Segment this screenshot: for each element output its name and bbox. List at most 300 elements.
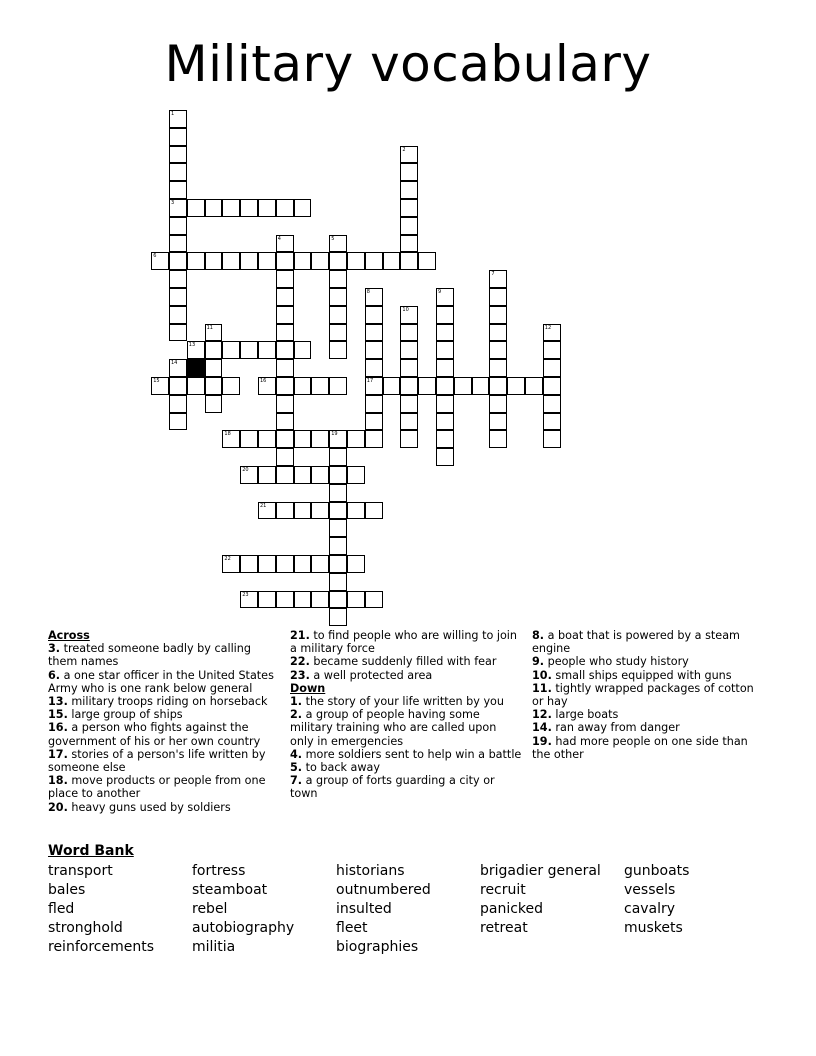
clue-number: 11: [206, 324, 213, 331]
grid-cell[interactable]: [436, 288, 454, 306]
grid-cell[interactable]: [294, 199, 312, 217]
clue-number: 17: [366, 378, 374, 384]
clue-number: 21: [260, 502, 267, 509]
clue-number: 15: [153, 378, 160, 384]
clue-number: 10.: [532, 668, 552, 682]
grid-cell[interactable]: [294, 377, 312, 395]
grid-cell[interactable]: [436, 306, 454, 324]
clue-item: [532, 682, 764, 708]
grid-cell[interactable]: [436, 359, 454, 377]
grid-cell[interactable]: [169, 413, 187, 431]
grid-cell[interactable]: [436, 448, 454, 466]
grid-cell[interactable]: [489, 324, 507, 342]
grid-cell[interactable]: [240, 199, 258, 217]
grid-cell[interactable]: [329, 377, 347, 395]
clue-number: 5.: [290, 761, 303, 775]
word-bank-column: [624, 862, 764, 938]
clue-text: to back away: [302, 761, 381, 775]
grid-cell[interactable]: [543, 430, 561, 448]
clue-number: 6: [153, 253, 157, 260]
grid-cell[interactable]: [169, 181, 187, 199]
grid-cell[interactable]: [276, 252, 294, 270]
grid-cell[interactable]: [365, 252, 383, 270]
clue-item: [290, 774, 522, 800]
word-bank-column: [336, 862, 476, 957]
grid-cell[interactable]: [258, 502, 276, 520]
clue-text: tightly wrapped packages of cotton or hay: [532, 681, 754, 709]
grid-cell[interactable]: [365, 395, 383, 413]
grid-cell[interactable]: [418, 377, 436, 395]
grid-cell[interactable]: [169, 110, 187, 128]
grid-cell[interactable]: [329, 591, 347, 609]
grid-cell[interactable]: [329, 573, 347, 591]
word-bank-word: bales: [48, 882, 86, 898]
grid-cell[interactable]: [169, 270, 187, 288]
clue-number: 6.: [48, 668, 61, 682]
grid-cell[interactable]: [276, 591, 294, 609]
clue-text: heavy guns used by soldiers: [67, 800, 231, 814]
grid-cell[interactable]: [205, 395, 223, 413]
clue-item: [48, 748, 280, 774]
clue-number: 5: [331, 235, 335, 242]
grid-cell[interactable]: [258, 466, 276, 484]
grid-cell[interactable]: [276, 341, 294, 359]
word-bank-word: outnumbered: [336, 882, 431, 898]
grid-cell[interactable]: [400, 430, 418, 448]
grid-cell[interactable]: [258, 341, 276, 359]
clue-text: the story of your life written by you: [302, 695, 504, 709]
grid-cell[interactable]: [400, 163, 418, 181]
grid-cell[interactable]: [205, 252, 223, 270]
word-bank-column: [48, 862, 188, 957]
clue-column-3: [532, 629, 764, 761]
grid-cell[interactable]: [347, 430, 365, 448]
grid-cell[interactable]: [205, 359, 223, 377]
grid-cell[interactable]: [489, 395, 507, 413]
grid-cell[interactable]: [329, 484, 347, 502]
clue-number: 12.: [532, 708, 552, 722]
clue-number: 18.: [48, 774, 68, 788]
grid-cell[interactable]: [543, 377, 561, 395]
grid-cell[interactable]: [489, 341, 507, 359]
clue-item: [290, 655, 522, 668]
clue-item: [532, 735, 764, 761]
clue-text: a person who fights against the government of his or her own country: [48, 721, 261, 748]
clue-item: [290, 748, 522, 761]
grid-cell[interactable]: [400, 324, 418, 342]
grid-cell[interactable]: [329, 430, 347, 448]
word-bank-word: reinforcements: [48, 939, 154, 955]
grid-cell[interactable]: [276, 270, 294, 288]
grid-cell[interactable]: [329, 537, 347, 555]
clue-item: [290, 629, 522, 655]
word-bank-word: militia: [192, 939, 236, 955]
grid-cell[interactable]: [365, 502, 383, 520]
word-bank-word: fleet: [336, 920, 368, 936]
clue-number: 3.: [48, 642, 61, 656]
grid-cell[interactable]: [365, 591, 383, 609]
clue-item: [48, 669, 280, 695]
grid-cell[interactable]: [240, 430, 258, 448]
grid-cell[interactable]: [418, 252, 436, 270]
word-bank-column: [192, 862, 332, 957]
grid-cell[interactable]: [222, 341, 240, 359]
grid-cell[interactable]: [400, 395, 418, 413]
clue-number: 19: [331, 431, 338, 438]
clue-item: [290, 708, 522, 748]
clue-number: 16.: [48, 721, 68, 735]
grid-cell[interactable]: [222, 555, 240, 573]
grid-cell[interactable]: [222, 199, 240, 217]
clue-column-1: [48, 629, 280, 814]
clue-item: [532, 655, 764, 668]
clue-number: 20.: [48, 800, 68, 814]
grid-cell[interactable]: [400, 252, 418, 270]
grid-cell[interactable]: [276, 199, 294, 217]
grid-cell[interactable]: [436, 395, 454, 413]
grid-cell[interactable]: [365, 359, 383, 377]
grid-cell[interactable]: [543, 341, 561, 359]
clue-number: 23: [242, 591, 249, 598]
grid-cell[interactable]: [383, 252, 401, 270]
grid-cell[interactable]: [240, 591, 258, 609]
grid-cell[interactable]: [240, 466, 258, 484]
grid-cell[interactable]: [276, 235, 294, 253]
clue-number: 2.: [290, 708, 303, 722]
grid-cell[interactable]: [294, 252, 312, 270]
page-title: Military vocabulary: [164, 35, 652, 93]
grid-cell[interactable]: [169, 163, 187, 181]
grid-cell[interactable]: [276, 430, 294, 448]
grid-cell[interactable]: [294, 341, 312, 359]
grid-cell[interactable]: [400, 359, 418, 377]
grid-cell[interactable]: [311, 555, 329, 573]
clue-number: 22.: [290, 655, 310, 669]
grid-cell[interactable]: [329, 502, 347, 520]
grid-cell[interactable]: [187, 199, 205, 217]
clue-number: 14.: [532, 721, 552, 735]
grid-cell[interactable]: [311, 502, 329, 520]
grid-cell[interactable]: [400, 413, 418, 431]
grid-cell[interactable]: [400, 235, 418, 253]
clue-number: 9: [438, 289, 442, 295]
clue-text: treated someone badly by calling them names: [48, 642, 251, 669]
grid-cell[interactable]: [151, 252, 169, 270]
grid-cell[interactable]: [400, 377, 418, 395]
clue-number: 8.: [532, 629, 545, 642]
grid-cell[interactable]: [294, 430, 312, 448]
grid-cell[interactable]: [187, 252, 205, 270]
clue-number: 12: [544, 324, 552, 331]
grid-cell[interactable]: [400, 181, 418, 199]
grid-cell[interactable]: [169, 377, 187, 395]
clue-item: [48, 708, 280, 721]
grid-cell[interactable]: [311, 377, 329, 395]
grid-cell[interactable]: [489, 430, 507, 448]
grid-cell[interactable]: [187, 341, 205, 359]
grid-cell[interactable]: [240, 555, 258, 573]
clue-number: 13: [188, 342, 196, 349]
clue-item: [48, 695, 280, 708]
grid-cell[interactable]: [169, 395, 187, 413]
clue-number: 3: [171, 200, 175, 206]
grid-cell[interactable]: [400, 217, 418, 235]
clue-text: had more people on one side than the other: [532, 734, 748, 761]
grid-cell[interactable]: [365, 430, 383, 448]
across-heading: Across: [48, 629, 90, 642]
grid-cell[interactable]: [276, 413, 294, 431]
grid-cell[interactable]: [365, 413, 383, 431]
grid-cell[interactable]: [489, 270, 507, 288]
clue-text: stories of a person's life written by someone else: [48, 747, 266, 775]
clue-text: small ships equipped with guns: [551, 668, 732, 682]
clue-item: [532, 669, 764, 682]
grid-cell[interactable]: [329, 235, 347, 253]
grid-cell[interactable]: [489, 288, 507, 306]
grid-cell[interactable]: [169, 252, 187, 270]
grid-cell[interactable]: [205, 377, 223, 395]
grid-cell[interactable]: [489, 306, 507, 324]
clue-text: more soldiers sent to help win a battle: [302, 747, 522, 761]
grid-cell[interactable]: [169, 217, 187, 235]
clue-number: 16: [260, 378, 267, 384]
clue-item: [290, 695, 522, 708]
grid-cell[interactable]: [329, 288, 347, 306]
word-bank-word: fortress: [192, 863, 246, 879]
grid-cell[interactable]: [543, 359, 561, 377]
grid-cell[interactable]: [329, 555, 347, 573]
grid-cell[interactable]: [169, 288, 187, 306]
grid-cell[interactable]: [205, 324, 223, 342]
grid-cell[interactable]: [400, 341, 418, 359]
clue-number: 18: [224, 431, 231, 438]
clue-number: 14: [171, 360, 178, 367]
grid-cell[interactable]: [400, 199, 418, 217]
word-bank-word: recruit: [480, 882, 526, 898]
grid-cell[interactable]: [276, 466, 294, 484]
grid-cell[interactable]: [400, 306, 418, 324]
grid-cell[interactable]: [205, 199, 223, 217]
down-heading: Down: [290, 681, 326, 695]
word-bank-word: rebel: [192, 901, 228, 917]
clue-text: people who study history: [544, 655, 689, 669]
clue-number: 4.: [290, 747, 303, 761]
grid-cell[interactable]: [294, 466, 312, 484]
grid-cell[interactable]: [169, 324, 187, 342]
grid-cell[interactable]: [240, 252, 258, 270]
grid-cell[interactable]: [543, 395, 561, 413]
grid-cell[interactable]: [347, 555, 365, 573]
word-bank-word: historians: [336, 863, 405, 879]
clue-text: a well protected area: [309, 668, 433, 682]
clue-text: a group of forts guarding a city or town: [290, 774, 495, 801]
grid-cell[interactable]: [365, 377, 383, 395]
grid-cell[interactable]: [294, 555, 312, 573]
clue-number: 19.: [532, 734, 552, 748]
grid-cell[interactable]: [329, 448, 347, 466]
grid-cell[interactable]: [436, 341, 454, 359]
grid-cell[interactable]: [347, 466, 365, 484]
grid-cell[interactable]: [276, 377, 294, 395]
grid-cell[interactable]: [347, 591, 365, 609]
grid-cell[interactable]: [347, 252, 365, 270]
grid-cell[interactable]: [329, 341, 347, 359]
grid-cell[interactable]: [169, 128, 187, 146]
word-bank-word: fled: [48, 901, 75, 917]
grid-cell[interactable]: [329, 270, 347, 288]
grid-cell[interactable]: [205, 341, 223, 359]
grid-cell[interactable]: [151, 377, 169, 395]
grid-cell[interactable]: [169, 306, 187, 324]
grid-cell[interactable]: [365, 288, 383, 306]
grid-cell[interactable]: [347, 502, 365, 520]
grid-cell[interactable]: [543, 413, 561, 431]
grid-cell[interactable]: [543, 324, 561, 342]
word-bank-word: transport: [48, 863, 113, 879]
grid-cell[interactable]: [276, 359, 294, 377]
clue-text: became suddenly filled with fear: [309, 655, 497, 669]
grid-cell[interactable]: [329, 466, 347, 484]
word-bank-word: cavalry: [624, 901, 676, 917]
grid-cell[interactable]: [276, 502, 294, 520]
grid-cell[interactable]: [294, 591, 312, 609]
clue-item: [290, 669, 522, 682]
grid-cell[interactable]: [436, 413, 454, 431]
grid-cell[interactable]: [311, 591, 329, 609]
grid-cell[interactable]: [525, 377, 543, 395]
clue-item: [290, 761, 522, 774]
word-bank-word: retreat: [480, 920, 528, 936]
word-bank-word: insulted: [336, 901, 392, 917]
grid-cell[interactable]: [169, 199, 187, 217]
grid-cell[interactable]: [311, 466, 329, 484]
clue-number: 9.: [532, 655, 545, 669]
grid-cell[interactable]: [169, 359, 187, 377]
grid-cell[interactable]: [258, 199, 276, 217]
clue-number: 11.: [532, 681, 552, 695]
clue-number: 15.: [48, 708, 68, 722]
grid-cell[interactable]: [222, 252, 240, 270]
clue-number: 10: [402, 306, 409, 313]
clue-number: 7: [491, 271, 495, 278]
clue-item: [48, 774, 280, 800]
grid-cell[interactable]: [365, 341, 383, 359]
clue-number: 1: [171, 111, 175, 117]
clue-number: 21.: [290, 629, 310, 642]
grid-cell[interactable]: [276, 288, 294, 306]
grid-cell[interactable]: [489, 359, 507, 377]
grid-cell[interactable]: [329, 324, 347, 342]
clue-text: a one star officer in the United States Army who is one rank below general: [48, 668, 274, 695]
clue-number: 17.: [48, 747, 68, 761]
grid-cell[interactable]: [436, 430, 454, 448]
clue-number: 1.: [290, 695, 303, 709]
grid-cell[interactable]: [187, 377, 205, 395]
clue-text: to find people who are willing to join a military force: [290, 629, 518, 656]
grid-cell[interactable]: [489, 377, 507, 395]
clue-number: 2: [402, 146, 406, 153]
word-bank-word: panicked: [480, 901, 544, 917]
grid-cell[interactable]: [436, 377, 454, 395]
clue-item: [48, 801, 280, 814]
grid-cell[interactable]: [383, 377, 401, 395]
clue-text: military troops riding on horseback: [67, 695, 268, 709]
clue-text: large group of ships: [67, 708, 183, 722]
clue-number: 13.: [48, 695, 68, 709]
grid-cell[interactable]: [240, 341, 258, 359]
word-bank-word: stronghold: [48, 920, 123, 936]
grid-cell[interactable]: [311, 430, 329, 448]
grid-cell[interactable]: [329, 252, 347, 270]
grid-cell[interactable]: [489, 413, 507, 431]
grid-cell[interactable]: [365, 306, 383, 324]
grid-cell[interactable]: [258, 430, 276, 448]
word-bank-word: gunboats: [624, 863, 690, 879]
word-bank-word: biographies: [336, 939, 419, 955]
grid-cell[interactable]: [222, 377, 240, 395]
clue-item: [532, 708, 764, 721]
grid-cell[interactable]: [329, 608, 347, 626]
grid-cell[interactable]: [400, 146, 418, 164]
word-bank-word: muskets: [624, 920, 683, 936]
grid-cell[interactable]: [454, 377, 472, 395]
clue-number: 23.: [290, 668, 310, 682]
clue-number: 20: [242, 467, 249, 473]
grid-cell[interactable]: [276, 555, 294, 573]
clue-number: 8: [366, 289, 370, 295]
clue-text: a group of people having some military training who are called upon only in emergencies: [290, 708, 497, 748]
grid-cell[interactable]: [276, 448, 294, 466]
black-grid-cell: [187, 359, 205, 377]
grid-cell[interactable]: [329, 519, 347, 537]
grid-cell[interactable]: [276, 306, 294, 324]
grid-cell[interactable]: [507, 377, 525, 395]
clue-column-2: [290, 629, 522, 801]
grid-cell[interactable]: [258, 377, 276, 395]
grid-cell[interactable]: [169, 235, 187, 253]
word-bank-word: steamboat: [192, 882, 268, 898]
grid-cell[interactable]: [365, 324, 383, 342]
word-bank-column: [480, 862, 620, 938]
word-bank-word: brigadier general: [480, 863, 601, 879]
grid-cell[interactable]: [294, 502, 312, 520]
clue-item: [48, 642, 280, 668]
clue-text: large boats: [551, 708, 619, 722]
word-bank-word: autobiography: [192, 920, 295, 936]
word-bank-heading: Word Bank: [48, 843, 134, 859]
grid-cell[interactable]: [258, 252, 276, 270]
grid-cell[interactable]: [436, 324, 454, 342]
grid-cell[interactable]: [258, 555, 276, 573]
grid-cell[interactable]: [258, 591, 276, 609]
grid-cell[interactable]: [169, 146, 187, 164]
grid-cell[interactable]: [329, 306, 347, 324]
clue-item: [48, 721, 280, 747]
clue-text: ran away from danger: [551, 721, 680, 735]
grid-cell[interactable]: [222, 430, 240, 448]
grid-cell[interactable]: [311, 252, 329, 270]
grid-cell[interactable]: [276, 395, 294, 413]
clue-item: [532, 721, 764, 734]
clue-item: [532, 629, 764, 655]
clue-text: a boat that is powered by a steam engine: [532, 629, 740, 656]
clue-number: 4: [277, 235, 281, 242]
grid-cell[interactable]: [276, 324, 294, 342]
clue-number: 7.: [290, 774, 303, 788]
clue-text: move products or people from one place to another: [48, 774, 266, 801]
clue-number: 22: [224, 556, 231, 562]
grid-cell[interactable]: [472, 377, 490, 395]
